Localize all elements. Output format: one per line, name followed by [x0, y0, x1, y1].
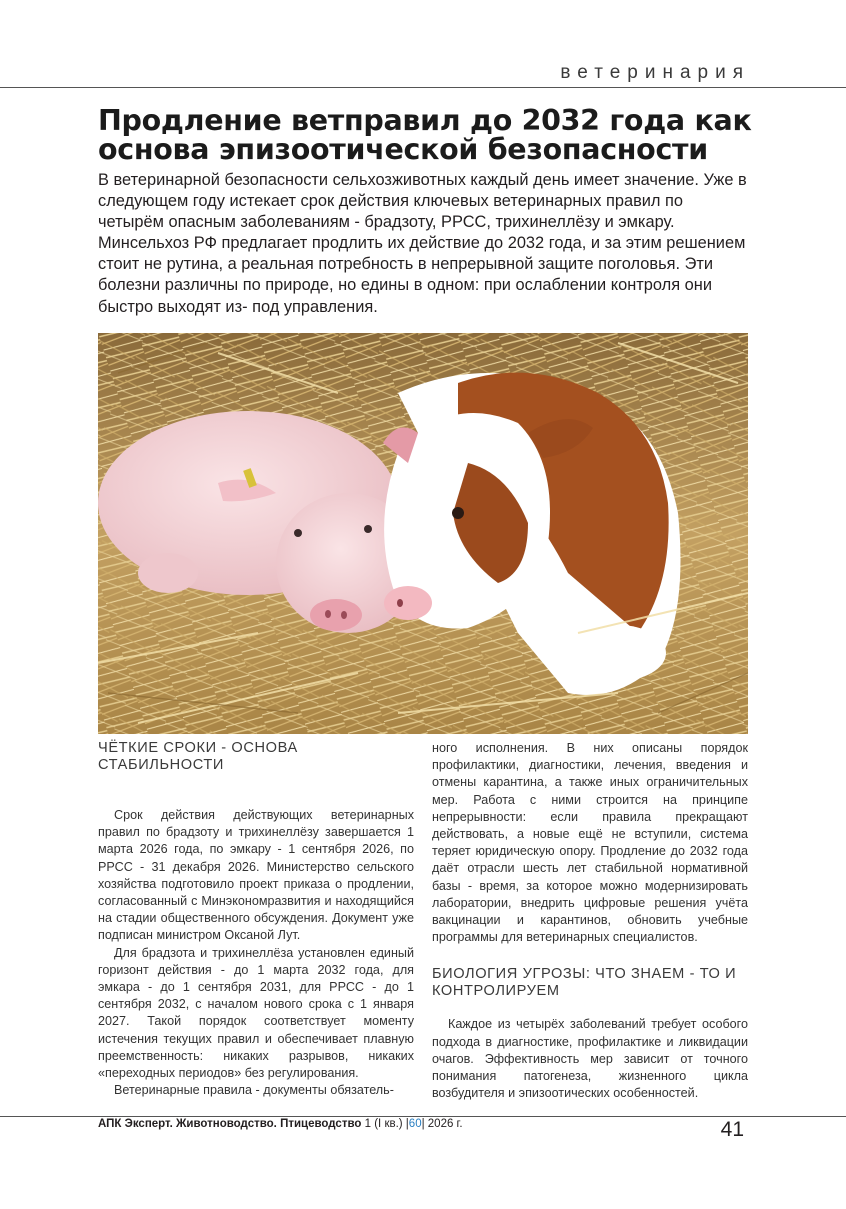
paragraph: Срок действия действующих ветеринарных правил по брадзоту и трихинеллёзу завершается 1 марта 2026 года, по эмкару - 1 сентября 2026, по РРСС - 31 декабря 2026. Министерство сельского хозяйства подготовило проект приказа о продлении, согласованный с Минэкономразвития и находящийся на стадии общественного обсуждения. Документ уже подписан министром Оксаной Лут. [98, 808, 414, 943]
paragraph: Каждое из четырёх заболеваний требует особого подхода в диагностике, профилактике и ликвидации очагов. Эффективность мер зависит от точного понимания патогенеза, жизненного цикла возбудителя и эпизоотических особенностей. [432, 1017, 748, 1101]
paragraph-continued: ного исполнения. В них описаны порядок профилактики, диагностики, лечения, введения и отмены карантина, а также иных ограничительных мер. Работа с ними строится на принципе непрерывности: если правила прекращают действовать, а новые ещё не вступили, система теряет юридическую опору. Продление до 2032 года даёт отрасли шесть лет стабильной нормативной базы - время, за которое можно модернизировать лаборатории, внедрить цифровые решения учёта вакцинации и карантинов, обновить учебные программы для ветеринарных специалистов. [432, 741, 748, 945]
issue-year: 2026 г. [427, 1118, 463, 1130]
subheading-clear-deadlines: ЧЁТКИЕ СРОКИ - ОСНОВА СТАБИЛЬНОСТИ [98, 740, 298, 773]
article-lead: В ветеринарной безопасности сельхозживотных каждый день имеет значение. Уже в следующем году истекает срок действия ключевых ветеринарных правил по четырём опасным заболеваниям - брадзоту, РРСС, трихинеллёзу и эмкару. Минсельхоз РФ предлагает продлить их действие до 2032 года, и за этим решением стоит не рутина, а реальная потребность в непрерывной защите поголовья. Эти болезни различны по природе, но едины в одном: при ослаблении контроля они быстро выходят из- под управления. [98, 171, 747, 316]
paragraph: Для брадзота и трихинеллёза установлен единый горизонт действия - до 1 марта 2032 года, для эмкара - до 1 сентября 2031, для РРСС - до 1 сентября 2032, с началом нового срока с 1 января 2027. Такой порядок соответствует моменту истечения текущих правил и обеспечивает плавную преемственность: никаких разрывов, никаких «переходных периодов» без регулирования. [98, 945, 414, 1081]
page-number: 41 [720, 1118, 744, 1141]
article-title: Продление ветправил до 2032 года как основа эпизоотической безопасности [98, 104, 752, 166]
right-column [432, 740, 748, 1102]
top-divider [0, 87, 846, 88]
piglet-and-calf-photo [98, 333, 748, 734]
bottom-divider [0, 1116, 846, 1117]
issue-total-number: 60 [408, 1118, 422, 1130]
journal-name: АПК Эксперт. Животноводство. Птицеводство [98, 1118, 362, 1130]
footer-journal-info: АПК Эксперт. Животноводство. Птицеводство 1 (I кв.) |60| 2026 г. [98, 1118, 463, 1130]
subheading-threat-biology: БИОЛОГИЯ УГРОЗЫ: ЧТО ЗНАЕМ - ТО И КОНТРОЛИРУЕМ [432, 966, 737, 1000]
issue-number: 1 [364, 1118, 372, 1130]
section-label: ветеринария [560, 62, 750, 83]
left-column [98, 740, 414, 1099]
issue-quarter: (I кв.) [374, 1118, 403, 1130]
paragraph: Ветеринарные правила - документы обязатель- [114, 1083, 394, 1098]
